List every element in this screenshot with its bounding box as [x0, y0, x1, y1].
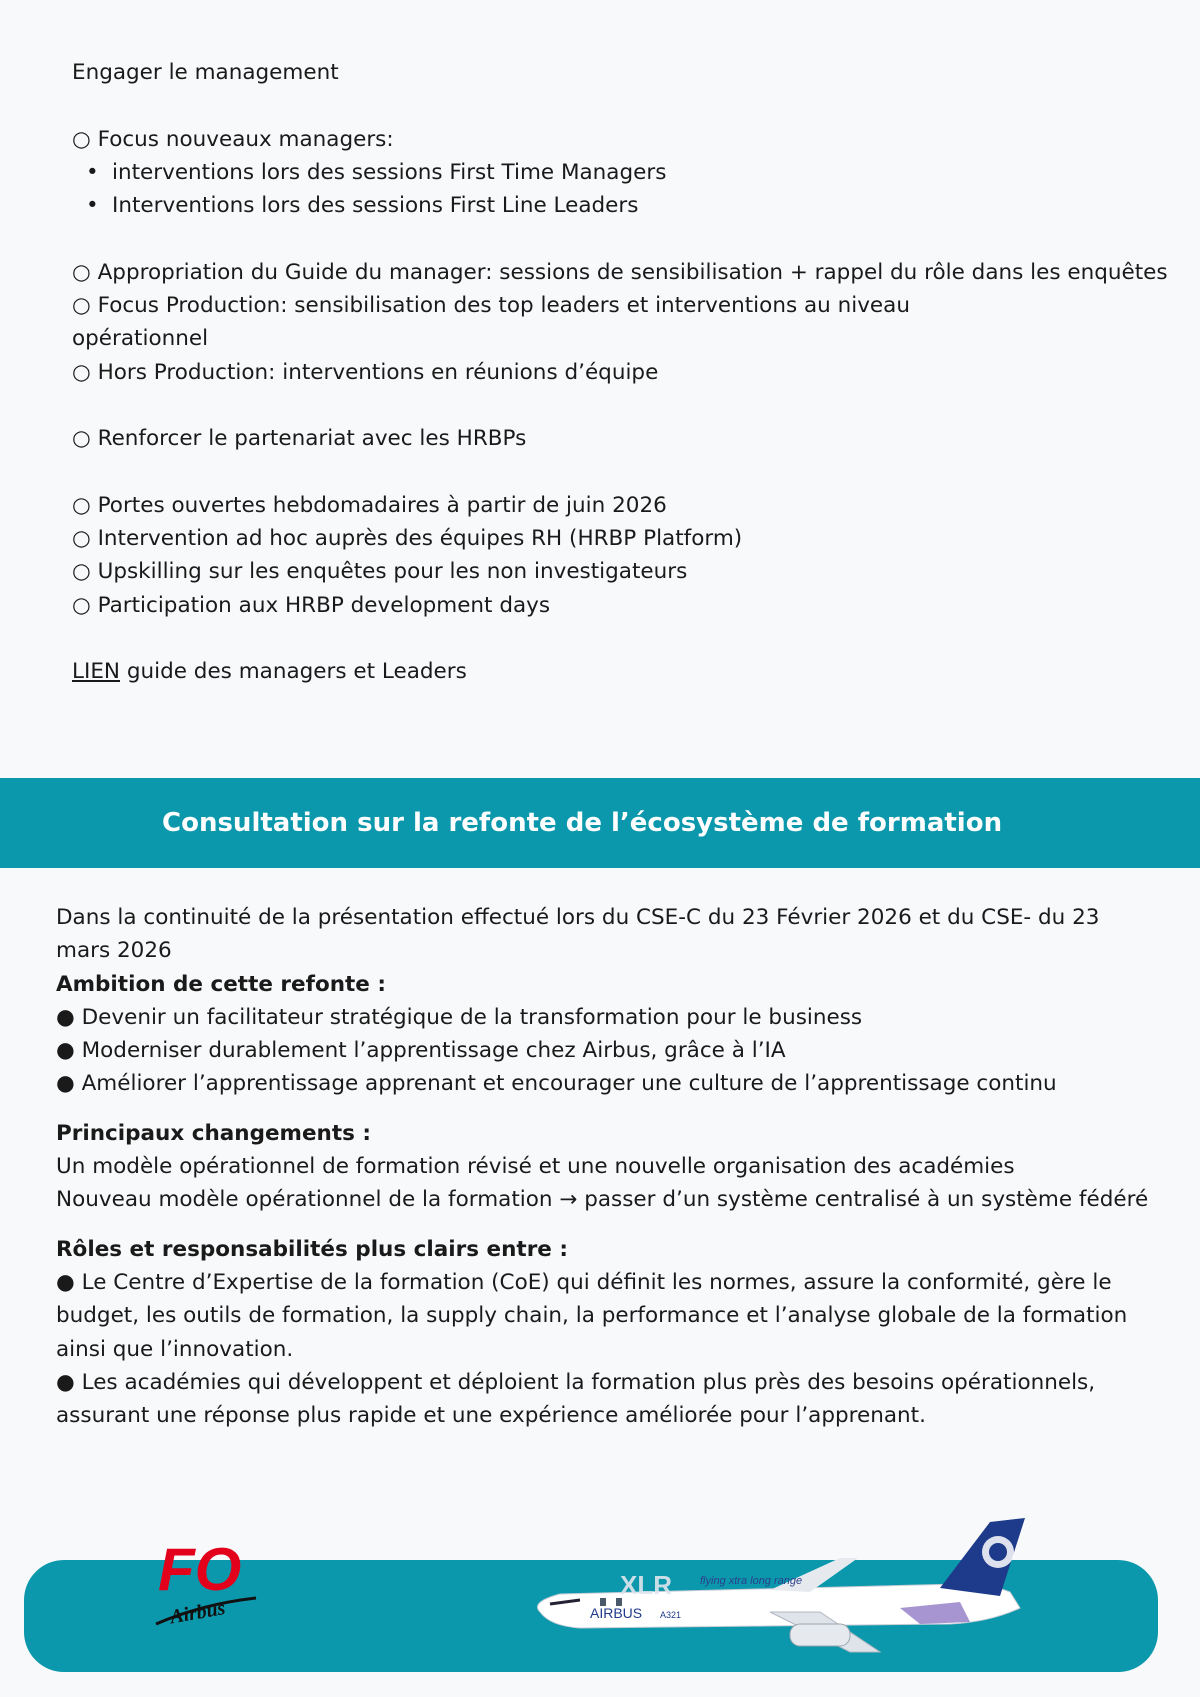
- hors-production-line: ○ Hors Production: interventions en réunions d’équipe: [72, 359, 659, 385]
- svg-text:FO: FO: [158, 1536, 242, 1603]
- roles-line: ● Le Centre d’Expertise de la formation (CoE) qui définit les normes, assure la conformité, gère le: [56, 1269, 1112, 1295]
- roles-heading: Rôles et responsabilités plus clairs entre :: [56, 1236, 568, 1262]
- list-item: • Interventions lors des sessions First Line Leaders: [72, 189, 1172, 222]
- list-item: • interventions lors des sessions First Time Managers: [72, 156, 1172, 189]
- bullet-icon: •: [86, 193, 99, 219]
- consultation-section: [56, 901, 1156, 1432]
- list-item: ○ Portes ouvertes hebdomadaires à partir de juin 2026: [72, 492, 667, 518]
- roles-line: assurant une réponse plus rapide et une expérience améliorée pour l’apprenant.: [56, 1403, 926, 1429]
- list-item: ● Améliorer l’apprentissage apprenant et encourager une culture de l’apprentissage continu: [56, 1071, 1057, 1097]
- intro-text: Dans la continuité de la présentation effectué lors du CSE-C du 23 Février 2026 et du CSE- du 23: [56, 905, 1100, 930]
- changes-line: Un modèle opérationnel de formation révisé et une nouvelle organisation des académies: [56, 1154, 1015, 1180]
- guide-link-line: LIEN guide des managers et Leaders: [72, 659, 467, 685]
- guide-line: ○ Appropriation du Guide du manager: sessions de sensibilisation + rappel du rôle dans les enquêtes: [72, 259, 1168, 285]
- list-item: ○ Participation aux HRBP development days: [72, 592, 551, 618]
- roles-line: ainsi que l’innovation.: [56, 1336, 294, 1362]
- focus-new-managers: ○ Focus nouveaux managers:: [72, 126, 394, 152]
- svg-text:Airbus: Airbus: [168, 1597, 227, 1629]
- svg-text:A321: A321: [660, 1610, 682, 1620]
- roles-line: ● Les académies qui développent et déploient la formation plus près des besoins opérationnels,: [56, 1369, 1096, 1395]
- svg-text:XLR: XLR: [620, 1570, 672, 1600]
- fo-airbus-logo: [152, 1528, 262, 1648]
- ambition-heading: Ambition de cette refonte :: [56, 971, 386, 997]
- production-line-continued: opérationnel: [72, 326, 209, 352]
- bullet-icon: •: [86, 159, 99, 185]
- banner-title: Consultation sur la refonte de l’écosystème de formation: [162, 808, 1003, 838]
- management-heading: Engager le management: [72, 60, 339, 85]
- airbus-a321-plane-image: [520, 1512, 1060, 1662]
- svg-text:AIRBUS: AIRBUS: [590, 1605, 643, 1621]
- list-item: ○ Intervention ad hoc auprès des équipes RH (HRBP Platform): [72, 526, 743, 552]
- guide-link[interactable]: LIEN: [72, 659, 120, 685]
- svg-text:flying xtra long range: flying xtra long range: [700, 1575, 803, 1587]
- production-line: ○ Focus Production: sensibilisation des top leaders et interventions au niveau: [72, 293, 910, 319]
- list-item: ● Moderniser durablement l’apprentissage chez Airbus, grâce à l’IA: [56, 1038, 786, 1064]
- management-section: [72, 56, 1172, 689]
- list-item: ● Devenir un facilitateur stratégique de la transformation pour le business: [56, 1004, 863, 1030]
- list-item: ○ Upskilling sur les enquêtes pour les non investigateurs: [72, 559, 688, 585]
- changes-line: Nouveau modèle opérationnel de la formation → passer d’un système centralisé à un système fédéré: [56, 1187, 1149, 1213]
- roles-line: budget, les outils de formation, la supply chain, la performance et l’analyse globale de la formation: [56, 1303, 1128, 1329]
- section-banner: [0, 778, 1200, 868]
- intro-text-continued: mars 2026: [56, 938, 172, 964]
- hrbp-heading: ○ Renforcer le partenariat avec les HRBPs: [72, 426, 527, 452]
- changes-heading: Principaux changements :: [56, 1120, 371, 1146]
